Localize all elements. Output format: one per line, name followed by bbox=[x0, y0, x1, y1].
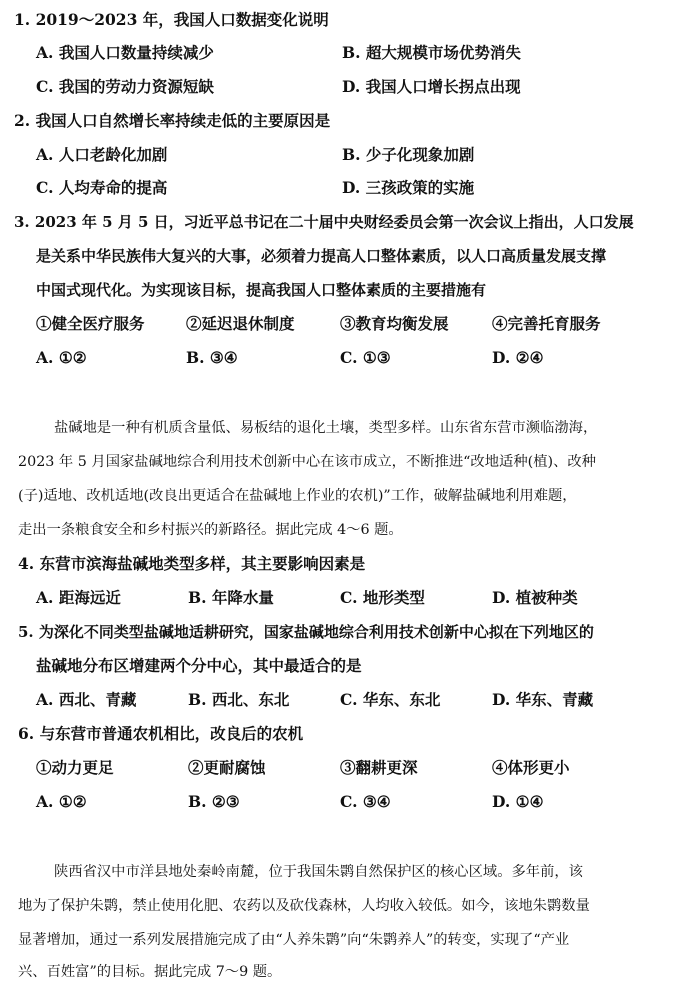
q6-statement-3: ③翻耕更深 bbox=[340, 758, 418, 777]
q2-option-c: C. 人均寿命的提高 bbox=[36, 178, 168, 197]
q6-statement-4: ④体形更小 bbox=[492, 758, 570, 777]
passage1-line1: 盐碱地是一种有机质含量低、易板结的退化土壤，类型多样。山东省东营市濒临渤海， bbox=[54, 420, 598, 436]
q1-option-d: D. 我国人口增长拐点出现 bbox=[342, 77, 521, 96]
passage1-line2: 2023 年 5 月国家盐碱地综合利用技术创新中心在该市成立，不断推进“改地适种(植)、改种 bbox=[18, 454, 596, 470]
q6-option-d: D. ①④ bbox=[492, 792, 544, 811]
q5-stem-l2: 盐碱地分布区增建两个分中心，其中最适合的是 bbox=[36, 656, 362, 675]
q4-option-c: C. 地形类型 bbox=[340, 588, 425, 607]
passage1-line4: 走出一条粮食安全和乡村振兴的新路径。据此完成 4～6 题。 bbox=[18, 522, 403, 538]
q5-option-a: A. 西北、青藏 bbox=[36, 690, 137, 709]
q6-option-c: C. ③④ bbox=[340, 792, 391, 811]
passage2-line3: 显著增加，通过一系列发展措施完成了由“人养朱鹮”向“朱鹮养人”的转变，实现了“产业 bbox=[18, 932, 570, 948]
q5-option-d: D. 华东、青藏 bbox=[492, 690, 594, 709]
q6-stem: 6. 与东营市普通农机相比，改良后的农机 bbox=[18, 724, 304, 743]
q6-statement-2: ②更耐腐蚀 bbox=[188, 758, 266, 777]
q5-option-c: C. 华东、东北 bbox=[340, 690, 441, 709]
passage1-line3: (子)适地、改机适地(改良出更适合在盐碱地上作业的农机)”工作，破解盐碱地利用难题， bbox=[18, 488, 577, 504]
q6-option-b: B. ②③ bbox=[188, 792, 240, 811]
q1-option-a: A. 我国人口数量持续减少 bbox=[36, 43, 214, 62]
q3-statement-1: ①健全医疗服务 bbox=[36, 314, 145, 333]
q2-stem: 2. 我国人口自然增长率持续走低的主要原因是 bbox=[14, 111, 331, 130]
q1-stem: 1. 2019～2023 年，我国人口数据变化说明 bbox=[14, 10, 329, 29]
q3-option-d: D. ②④ bbox=[492, 348, 544, 367]
q3-statement-2: ②延迟退休制度 bbox=[186, 314, 295, 333]
q5-option-b: B. 西北、东北 bbox=[188, 690, 290, 709]
q3-stem-l1: 3. 2023 年 5 月 5 日，习近平总书记在二十届中央财经委员会第一次会议上指出，人口发展 bbox=[14, 213, 634, 231]
q6-statement-1: ①动力更足 bbox=[36, 758, 114, 777]
passage2-line2: 地为了保护朱鹮，禁止使用化肥、农药以及砍伐森林，人均收入较低。如今，该地朱鹮数量 bbox=[18, 898, 590, 914]
q3-option-a: A. ①② bbox=[36, 348, 87, 367]
q1-option-b: B. 超大规模市场优势消失 bbox=[342, 43, 521, 62]
q3-statement-4: ④完善托育服务 bbox=[492, 314, 601, 333]
q3-option-c: C. ①③ bbox=[340, 348, 391, 367]
q4-option-b: B. 年降水量 bbox=[188, 588, 274, 607]
q3-option-b: B. ③④ bbox=[186, 348, 238, 367]
passage2-line4: 兴、百姓富”的目标。据此完成 7～9 题。 bbox=[18, 964, 282, 980]
q6-option-a: A. ①② bbox=[36, 792, 87, 811]
q5-stem-l1: 5. 为深化不同类型盐碱地适耕研究，国家盐碱地综合利用技术创新中心拟在下列地区的 bbox=[18, 623, 594, 641]
q4-option-d: D. 植被种类 bbox=[492, 588, 578, 607]
q3-statement-3: ③教育均衡发展 bbox=[340, 314, 449, 333]
q3-stem-l2: 是关系中华民族伟大复兴的大事，必须着力提高人口整体素质，以人口高质量发展支撑 bbox=[36, 247, 607, 265]
passage2-line1: 陕西省汉中市洋县地处秦岭南麓，位于我国朱鹮自然保护区的核心区域。多年前，该 bbox=[54, 864, 583, 880]
q3-stem-l3: 中国式现代化。为实现该目标，提高我国人口整体素质的主要措施有 bbox=[36, 281, 487, 299]
q2-option-d: D. 三孩政策的实施 bbox=[342, 178, 475, 197]
q4-option-a: A. 距海远近 bbox=[36, 588, 121, 607]
q2-option-b: B. 少子化现象加剧 bbox=[342, 145, 475, 164]
q2-option-a: A. 人口老龄化加剧 bbox=[36, 145, 168, 164]
q1-option-c: C. 我国的劳动力资源短缺 bbox=[36, 77, 214, 96]
q4-stem: 4. 东营市滨海盐碱地类型多样，其主要影响因素是 bbox=[18, 554, 366, 573]
